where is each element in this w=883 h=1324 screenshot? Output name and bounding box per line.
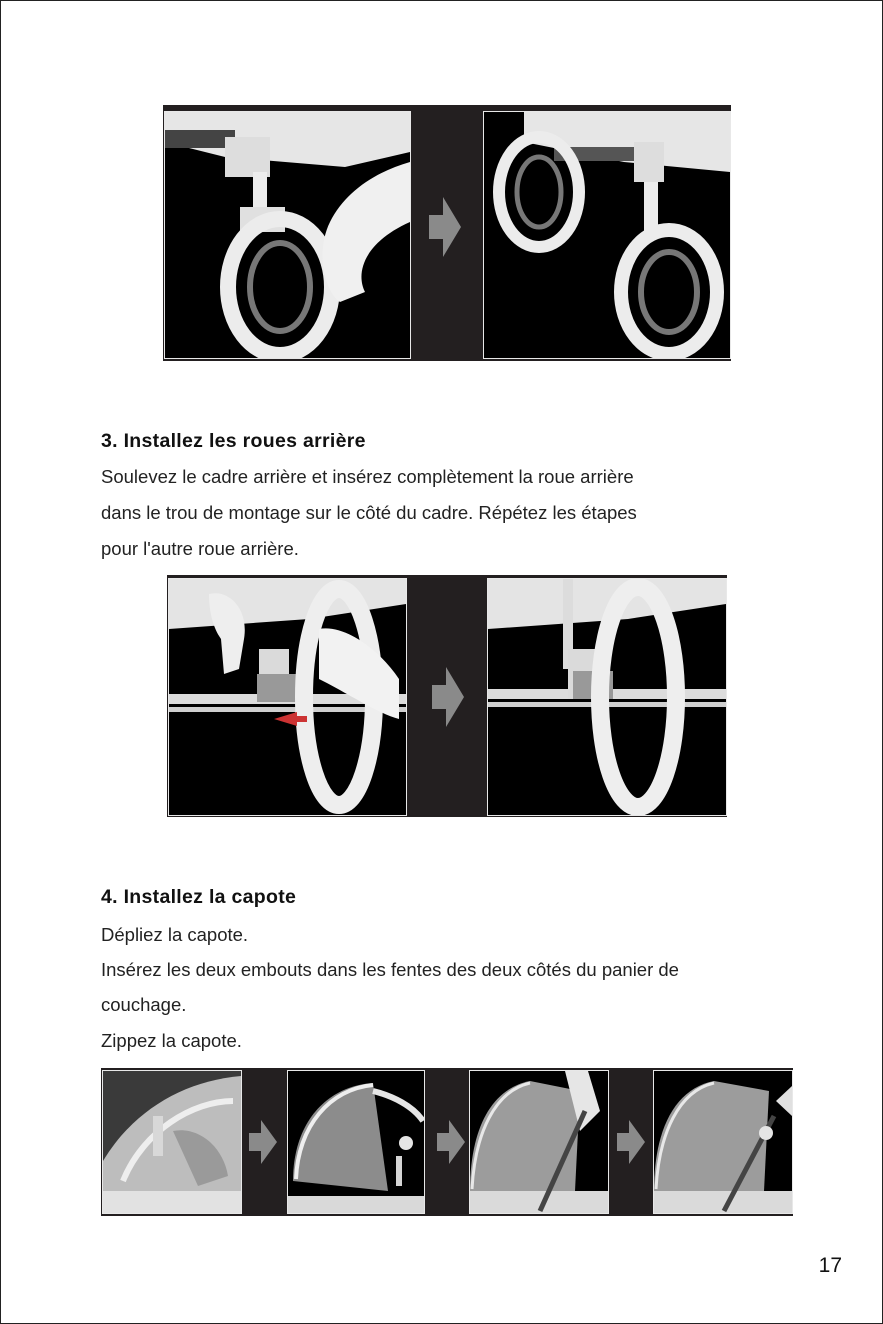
figure-front-wheel-strip bbox=[163, 105, 731, 361]
photo-front-wheel-step-1 bbox=[164, 111, 411, 359]
figure-rear-wheel-strip bbox=[167, 575, 727, 817]
step-arrow-icon bbox=[429, 197, 461, 257]
paragraph-line: Soulevez le cadre arrière et insérez complètement la roue arrière bbox=[101, 466, 634, 487]
photo-canopy-step-3 bbox=[469, 1070, 609, 1214]
step-arrow-icon bbox=[617, 1120, 645, 1164]
paragraph-line: dans le trou de montage sur le côté du cadre. Répétez les étapes bbox=[101, 502, 637, 523]
step-arrow-icon bbox=[437, 1120, 465, 1164]
paragraph-line: pour l'autre roue arrière. bbox=[101, 538, 299, 559]
photo-rear-wheel-step-1 bbox=[168, 578, 407, 816]
paragraph-line: couchage. bbox=[101, 994, 187, 1015]
step-arrow-icon bbox=[432, 667, 464, 727]
step-arrow-icon bbox=[249, 1120, 277, 1164]
page-number: 17 bbox=[818, 1254, 842, 1277]
photo-canopy-step-2 bbox=[287, 1070, 425, 1214]
paragraph-line: Insérez les deux embouts dans les fentes des deux côtés du panier de bbox=[101, 959, 679, 980]
photo-canopy-step-4 bbox=[653, 1070, 793, 1214]
figure-canopy-strip bbox=[101, 1068, 793, 1216]
section-title-rear-wheels: 3. Installez les roues arrière bbox=[101, 430, 366, 452]
photo-front-wheel-step-2 bbox=[483, 111, 731, 359]
photo-canopy-step-1 bbox=[102, 1070, 242, 1214]
paragraph-line: Zippez la capote. bbox=[101, 1030, 242, 1051]
section-title-canopy: 4. Installez la capote bbox=[101, 886, 297, 908]
paragraph-line: Dépliez la capote. bbox=[101, 924, 249, 945]
photo-rear-wheel-step-2 bbox=[487, 578, 727, 816]
